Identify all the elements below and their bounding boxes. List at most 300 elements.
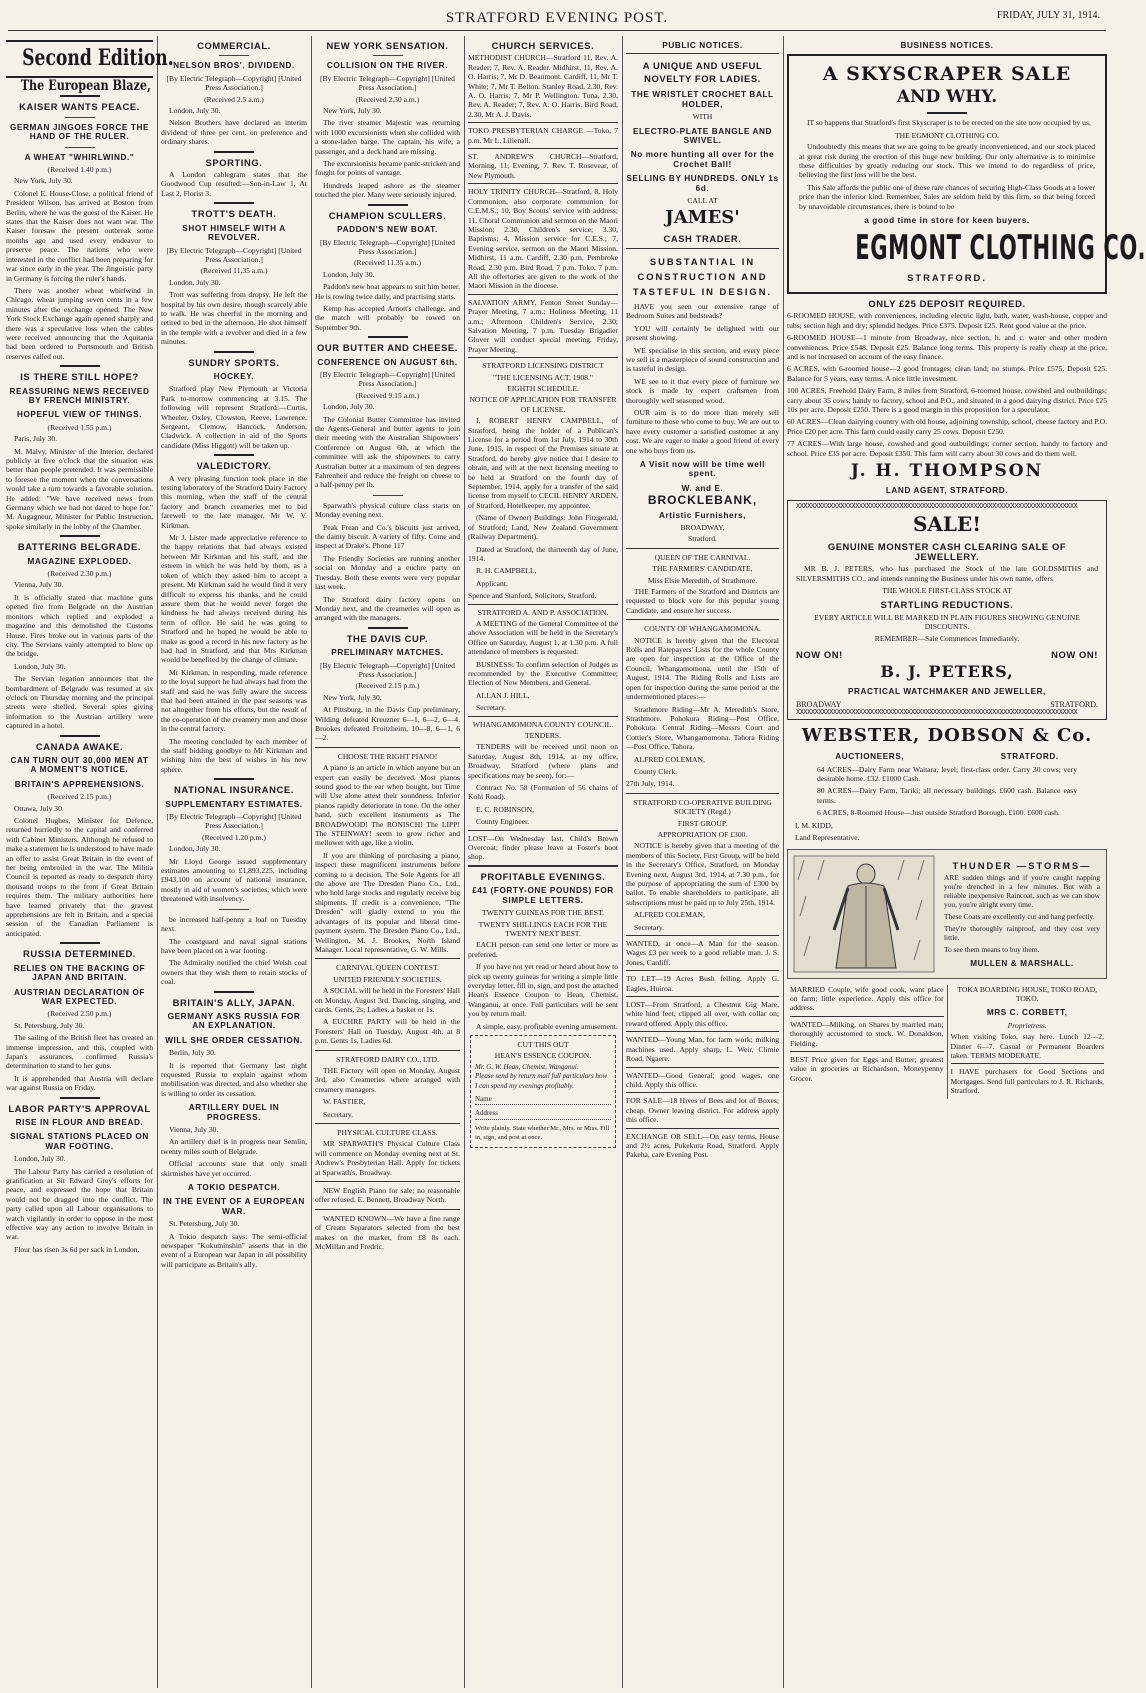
classified-ad: MARRIED Couple, wife good cook, want place on farm; little experience. Apply this office for address.	[790, 984, 944, 1013]
article-paragraph: Mr J. Lister made appreciative reference to the happy relations that had always existed between Mr Kirkman and his staff, and the esteem in which he was held by them, as a token of which they asked him to accept a present. Mr Kirkman said he would find it very difficult to express his thanks, and he could assure them that he would never forget the kindness he had always received during his term of office. He said he was going to Stratford and he hoped he would be able to make as good a record in his new factory as he had had in Stratford, and that Mrs Kirkman would be benefited by the change of climate.	[161, 533, 307, 665]
signature-role: Land Representative.	[795, 833, 860, 843]
article-paragraph: Flour has risen 3s 6d per sack in London.	[14, 1244, 140, 1254]
ad-rule	[626, 793, 779, 794]
ad-thunder-text	[944, 856, 1100, 971]
ad-paragraph: A piano is an article in which anyone but an expert can easily be deceived. Most pianos sound good to the ear when bought, but Time will Use alone attest their soundness. Inferior pianos rapidly deteriorate in tone. On the other hand, such excellent instruments as The BROADWOOD! The RONISCH! The LIPP! The STEINWAY! seem to grow richer and mellower with age, like a violin.	[315, 763, 460, 848]
aandp-title: STRATFORD A. AND P. ASSOCIATION.	[477, 607, 609, 617]
article-paragraph: Mr Kirkman, in responding, made reference to the loyal support he had always had from the staff and said he was fully aware the success that had been attained in the past seasons was not altogether from his efforts, but the result of the co-operation of the creamery men and those in the central factory.	[161, 667, 307, 734]
ad-unique-title: A UNIQUE AND USEFUL NOVELTY FOR LADIES.	[642, 60, 763, 85]
ad-paragraph: THE Factory will open on Monday, August 3rd, also Creameries where arranged with creamery managers.	[315, 1065, 460, 1094]
headline-russia: RUSSIA DETERMINED.	[22, 948, 137, 960]
coupon-name-label: Name	[475, 1095, 492, 1103]
subhead-paddon: PADDON'S NEW BOAT.	[337, 225, 438, 235]
subhead-canada: CAN TURN OUT 30,000 MEN AT A MOMENT'S NOTICE.	[10, 755, 149, 775]
eighth-schedule: EIGHTH SCHEDULE.	[507, 384, 579, 393]
ad-paragraph: HAVE you seen our extensive range of Bedroom Suites and bedsteads?	[626, 301, 779, 321]
article-paragraph: Nelson Brothers have declared an interim dividend of three per cent. on preference and ordinary shares.	[161, 118, 307, 147]
ad-rule	[315, 958, 460, 959]
headline-scullers: CHAMPION SCULLERS.	[328, 209, 447, 221]
ad-paragraph: Undoubtedly this means that we are going to be greatly inconvenienced, and our stock placed at great risk during the erection of this huge new building. Our only alternative is to minimise these difficulties by greatly reducing our stock. This we intend to do regardless of price, believing the first loss will be the best.	[799, 142, 1095, 180]
ad-rule	[468, 830, 618, 831]
property-listing: 6-ROOMED HOUSE, with conveniences, including electric light, bath, water, wash-house, copper and tubs; section high and dry; splendid hedges. Price £375. Deposit £25. Rent good value at the price.	[787, 311, 1107, 330]
dateline: London, July 30.	[169, 106, 221, 116]
subhead-preliminary: PRELIMINARY MATCHES.	[331, 648, 444, 658]
subhead-flour: RISE IN FLOUR AND BREAD.	[15, 1117, 144, 1127]
divider	[368, 204, 408, 206]
toko-proprietress: Proprietress.	[1007, 1020, 1047, 1030]
received-time: (Received 2.15 p.m.)	[47, 792, 112, 802]
property-listing: 64 ACRES—Dairy Farm near Waitara; level; first-class order. Carry 30 cows; very desirable home. £32. £1000 Cash.	[817, 764, 1077, 784]
dateline: Vienna, July 30.	[169, 1125, 219, 1134]
ad-paragraph: IT so happens that Stratford's first Skyscraper is to be erected on the site now occupied by us,	[807, 118, 1091, 128]
article-paragraph: Official accounts state that only small skirmishes have yet occurred.	[161, 1159, 307, 1178]
ad-sky-title: A SKYSCRAPER SALE	[822, 63, 1072, 86]
headline-church: CHURCH SERVICES.	[491, 40, 595, 51]
telegraph-credit: [By Electric Telegraph—Copyright] [United Press Association.]	[166, 73, 302, 93]
divider	[373, 495, 403, 496]
ad-rule	[626, 248, 779, 249]
ad-stratford: Stratford.	[688, 534, 717, 544]
ad-paragraph: ARE sudden things and if you're caught napping you're drenched in a few minutes. But with a reliable inexpensive Raincoat, such as we can show you, you're alright every time.	[944, 872, 1100, 909]
received-time: (Received 2.15 p.m.)	[355, 681, 420, 691]
subhead-german-jingoes: GERMAN JINGOES FORCE THE HAND OF THE RULER.	[9, 122, 150, 142]
signature-role: Secretary.	[634, 922, 665, 932]
telegraph-credit: [By Electric Telegraph—Copyright] [United Press Association.]	[166, 812, 302, 831]
classified-ad: EXCHANGE OR SELL—On easy terms, House and 2½ acres, Pukekura Road, Stratford. Apply Pakeha, care Evening Post.	[626, 1131, 779, 1160]
tenders-title: TENDERS.	[524, 731, 562, 740]
ad-call-at: CALL AT	[687, 196, 718, 206]
farmers-candidate-name: Miss Elsie Meredith, of Strathmore.	[647, 575, 758, 585]
headline-kaiser: KAISER WANTS PEACE.	[19, 101, 140, 113]
subhead-tokio: A TOKIO DESPATCH.	[187, 1183, 281, 1193]
signature: I. M. KIDD,	[795, 820, 833, 830]
ad-genuine: GENUINE MONSTER CASH CLEARING SALE OF JEWELLERY.	[827, 541, 1067, 562]
dateline: Ottawa, July 30.	[14, 803, 64, 813]
subhead-magazine: MAGAZINE EXPLODED.	[27, 556, 132, 566]
dateline: London, July 30.	[14, 661, 66, 671]
coupon-box[interactable]	[470, 1035, 616, 1148]
coupon-address-field[interactable]	[475, 1109, 611, 1119]
dateline: New York, July 30.	[323, 692, 382, 702]
property-listing: 6 ACRES, with 6-roomed house—2 good frontages; clean land; no stumps. Price £575. Deposit £25. Balance for 5 years, easy terms. A nice little investment.	[787, 364, 1107, 383]
telegraph-credit: [By Electric Telegraph—Copyright] [United Press Association.]	[320, 73, 455, 93]
divider	[65, 117, 95, 118]
column-divider	[311, 36, 312, 1688]
ad-paragraph: A EUCHRE PARTY will be held in the Foresters' Hall on Tuesday, August 4th, at 8 p.m. Gents 1s, Ladies 6d.	[315, 1017, 460, 1046]
transfer-notice: NOTICE OF APPLICATION FOR TRANSFER OF LICENSE.	[469, 395, 617, 414]
classified-ad: LOST—From Stratford, a Chestnut Gig Mare, white hind feet, clipped all over, with collar on; reward offered. Apply this office.	[626, 1000, 779, 1028]
signature: R. H. CAMPBELL,	[476, 566, 537, 576]
divider	[60, 365, 100, 367]
ad-rule	[626, 548, 779, 549]
raincoat-illustration-icon	[794, 856, 934, 972]
ad-james: JAMES'	[665, 207, 740, 229]
ad-paragraph: If you have not yet read or heard about how to pick up twenty guineas for writing a simple little everyday letter, fill in, sign, and post the attached Hean's Essence Coupon to Hean, Chemist, Wanganui, at once. Full particulars will be sent you by return mail.	[468, 962, 618, 1019]
ad-rule	[468, 294, 618, 295]
divider	[214, 991, 254, 993]
article-paragraph: Sparwath's physical culture class starts on Monday evening next.	[315, 500, 460, 520]
article-paragraph: Peak Frean and Co.'s biscuits just arrived, the dainty biscuit. A variety of fifty. Come and inspect at Drake's. Phone 117	[315, 522, 460, 551]
ad-paragraph: A simple, easy, profitable evening amusement.	[476, 1021, 618, 1031]
ad-thompson: J. H. THOMPSON	[850, 460, 1044, 481]
divider	[214, 454, 254, 456]
article-paragraph: It is apprehended that Austria will declare war against Russia on Friday.	[6, 1073, 153, 1093]
article-paragraph: A very pleasing function took place in the testing laboratory of the Stratford Dairy Factory this morning, when the staff of the central factory and branch creameries met to bid farewell to the late manager, Mr W. V. Kirkman.	[161, 473, 307, 530]
notice-date: 27th July, 1914.	[626, 779, 675, 789]
article-paragraph: Hundreds leaped ashore as the steamer touched the pier. Many were seriously injured.	[315, 180, 460, 200]
ad-shillings: TWENTY SHILLINGS EACH FOR THE TWENTY NEXT BEST.	[478, 919, 608, 938]
subhead-reassuring: REASSURING NEWS RECEIVED BY FRENCH MINISTRY.	[9, 386, 150, 405]
divider	[214, 778, 254, 780]
subhead-hockey: HOCKEY.	[213, 371, 255, 381]
ad-guineas: TWENTY GUINEAS FOR THE BEST.	[482, 908, 604, 918]
divider	[60, 95, 100, 97]
notice-paragraph: SALVATION ARMY, Fenton Street Sunday—Prayer Meeting, 7 a.m.; Holiness Meeting, 11 a.m.; Afternoon Children's Service, 2.30; Salvation Meeting, 7 p.m. Tuesday Brigadier Glover will conduct special meeting. Friday, Prayer Meeting.	[468, 297, 618, 354]
ad-paragraph: WANTED KNOWN—We have a fine range of Cream Separators selected from the best makes on the market, from £8 8s each. McMillan and Fredric.	[315, 1213, 460, 1252]
dateline: London, July 30.	[323, 269, 375, 279]
classified-ad: TO LET—19 Acres Bush felling. Apply G. Eagles, Huiroa.	[626, 974, 779, 993]
notice-paragraph: Strathmore Riding—Mr A. Meredith's Store, Strathmore. Pohokura Riding—Post Office, Pohokura. Central Riding—Messrs Court and Cottier's Store, Whangamomona. Tahora Riding—Post Office, Tahora.	[626, 704, 779, 752]
edition-box	[6, 40, 174, 78]
ad-paragraph: WE specialise in this section, and every piece we sell is a masterpiece of sound construction and is tasteful in design.	[626, 345, 779, 374]
divider	[60, 942, 100, 944]
ad-rule	[468, 716, 618, 717]
headline-european-blaze: The European Blaze,	[20, 78, 151, 94]
dateline: Berlin, July 30.	[169, 1048, 216, 1058]
ad-ufs-title: UNITED FRIENDLY SOCIETIES.	[333, 974, 442, 984]
ad-physical-title: PHYSICAL CULTURE CLASS.	[337, 1128, 438, 1137]
ad-cash-trader: CASH TRADER.	[663, 233, 742, 245]
received-time: (Received 2.30 p.m.)	[47, 569, 112, 579]
article-paragraph: The Stratford dairy factory opens on Monday next, and the creameries will open as arranged with the managers.	[315, 594, 460, 623]
headline-davis-cup: THE DAVIS CUP.	[346, 632, 429, 644]
ad-bangle: ELECTRO-PLATE BANGLE AND SWIVEL.	[632, 126, 773, 146]
column-divider	[622, 36, 623, 1688]
ad-rule	[790, 1016, 944, 1017]
notice-paragraph: Dated at Stratford, the thirteenth day of June, 1914.	[468, 544, 618, 563]
toko-corbett: MRS C. CORBETT,	[986, 1008, 1068, 1018]
ad-hunting: No more hunting all over for the Crochet Ball!	[630, 150, 775, 169]
ad-sky-why: AND WHY.	[896, 87, 998, 108]
ad-webster-sub	[787, 747, 1107, 764]
divider	[368, 627, 408, 629]
coop-title: STRATFORD CO-OPERATIVE BUILDING SOCIETY (Regd.)	[633, 797, 772, 817]
classified-grid	[787, 985, 1107, 1099]
subhead-relies: RELIES ON THE BACKING OF JAPAN AND BRITAIN.	[13, 963, 146, 983]
ad-dairy-title: STRATFORD DAIRY CO., LTD.	[336, 1054, 439, 1064]
article-paragraph: The Servian legation announces that the bombardment of Belgrade was resumed at six o'clock on Thursday morning and the principal streets were shelled. Several spies giving information to the Austrian artillery were captured in a hotel.	[6, 674, 153, 731]
article-paragraph: A London cablegram states that the Goodwood Cup resulted:—Son-in-Law 1, At Last 2, Florist 3.	[161, 170, 307, 198]
ad-we: W. and E.	[681, 483, 724, 493]
received-time: (Received 2.50 p.m.)	[47, 1009, 112, 1019]
subhead-hopeful: HOPEFUL VIEW OF THINGS.	[16, 410, 143, 420]
article-paragraph: A Tokio despatch says: The semi-official newspaper "Kokuminshin" asserts that in the event of a European war Japan in all possibility will participate as Britain's ally.	[161, 1231, 307, 1269]
ad-peters-sub: PRACTICAL WATCHMAKER AND JEWELLER,	[847, 687, 1047, 697]
received-time: (Received 2.5 a.m.)	[204, 94, 264, 104]
article-paragraph: An artillery duel is in progress near Semlin, twenty miles south of Belgrade.	[161, 1137, 307, 1156]
ad-carnival-title: CARNIVAL QUEEN CONTEST.	[335, 963, 439, 973]
ad-paragraph: A SOCIAL will be held in the Foresters' Hall on Monday, August 3rd. Dancing, singing, and cards. Gents, 2s; Ladies, a basket or 1s.	[315, 986, 460, 1014]
coupon-to: Mr. G. W. Hean, Chemist, Wanganui.	[475, 1062, 579, 1071]
classified-ad: I HAVE purchasers for Good Sections and Mortgages. Send full particulars to J. R. Richards, Stratford.	[950, 1067, 1104, 1096]
property-listing: 80 ACRES—Dairy Farm, Tariki; all necessary buildings. £600 cash. Balance easy terms.	[817, 786, 1077, 805]
edition-title: Second Edition.	[22, 45, 174, 71]
ad-remember: REMEMBER—Sale Commences Immediately.	[874, 633, 1020, 643]
dateline: Paris, July 30.	[14, 434, 58, 444]
article-paragraph: The Friendly Societies are running another social on Monday and a euchre party on Tuesday. Both these events were very popular last week.	[315, 553, 460, 592]
notice-paragraph: TOKO PRESBYTERIAN CHARGE —Toko, 7 p.m. Mr L. Lilienall.	[468, 126, 618, 145]
notice-paragraph: A MEETING of the General Committee of the above Association will be held in the Secretary's Office on Saturday, August 1, at 1.30 p.m. A full attendance of members is requested.	[468, 618, 618, 657]
telegraph-credit: [By Electric Telegraph—Copyright] [United Press Association.]	[320, 237, 455, 256]
article-paragraph: Colonel E. House-Close, a political friend of President Wilson, has arrived at Boston from Berlin, where he was the guest of the Kaiser. He states that the Kaiser does not want war. The Kaiser foresaw the present outbreak some months ago and used every endeavor to preserve peace. The nations who were interested in the conflict had been preparing for war since early in the year. The Jingoistic party in Germany is forcing the ruler's hands.	[6, 188, 153, 283]
notice-paragraph: (Name of Owner) Buildings: John Fitzgerald, of Stratford; Land, New Zealand Government (Railway Department).	[468, 513, 618, 542]
headline-ny-sensation: NEW YORK SENSATION.	[326, 40, 449, 51]
toko-boarding-title: TOKA BOARDING HOUSE, TOKO ROAD, TOKO.	[957, 984, 1098, 1003]
article-paragraph: be increased half-penny a loaf on Tuesday next.	[161, 914, 307, 934]
ad-egmont-co: THE EGMONT CLOTHING CO.	[894, 130, 1000, 140]
subhead-nelson: NELSON BROS'. DIVIDEND.	[173, 61, 295, 71]
ad-jewellery-sale	[787, 500, 1107, 720]
ad-with: WITH	[692, 112, 713, 122]
coupon-footer: Write plainly. State whether Mr., Mrs. or Miss. Fill in, sign, and post at once.	[475, 1124, 610, 1142]
classified-ad: WANTED—Milking, on Shares by married man; thoroughly accustomed to stock. W. Donaldson, Fielding.	[790, 1019, 944, 1048]
ad-rule	[626, 996, 779, 997]
ad-paragraph: NEW English Piano for sale; no reasonable offer refused. E. Bennett, Broadway North.	[315, 1186, 460, 1205]
section-public-notices: PUBLIC NOTICES.	[662, 41, 743, 50]
notice-paragraph: HOLY TRINITY CHURCH—Stratford, 8, Holy Communion, also corporate communion for C.E.M.S.; 10, Boy Scouts' service with address; 11, Choral Communion and sermon on the Maori Mission; 2.30, Children's service; 3.30, Baptisms; 4, Mission service for C.E.S.; 7, Evening service, sermon on the Maori Mission. Midhirst, 11 a.m. Cardiff, 2.30 p.m. Pembroke Road, 2.30 p.m. Bird Road, 7 p.m. Toko, 7 p.m. All the offertories are given to the work of the Maori Mission in the diocese.	[468, 187, 618, 291]
ad-wristlet: THE WRISTLET CROCHET BALL HOLDER,	[631, 90, 774, 109]
received-time: (Received 11.35 a.m.)	[200, 266, 268, 276]
headline-trott: TROTT'S DEATH.	[191, 208, 277, 220]
subhead-signal: SIGNAL STATIONS PLACED ON WAR FOOTING.	[10, 1132, 149, 1151]
article-paragraph: Paddon's new boat appears to suit him better. He is rowing twice daily, and practising starts.	[315, 282, 460, 301]
article-paragraph: Colonel Hughes, Minister for Defence, returned hurriedly to the capital and conferred with Cabinet Ministers. Although he refused to make a statement he is understood to have made an offer to assist Great Britain in the event of her being embroiled in the war. The Militia Council is reported as ready to despatch thirty thousand troops to the front if Great Britain requires them. The military authorities here have learned privately that the gravest apprehensions are felt in Britain, and a special session of the Canadian Parliament is anticipated.	[6, 816, 153, 938]
divider	[219, 55, 249, 56]
headline-valedictory: VALEDICTORY.	[196, 460, 272, 472]
ad-thunderstorms	[787, 849, 1107, 979]
subhead-supplementary: SUPPLEMENTARY ESTIMATES.	[165, 799, 303, 809]
dateline: London, July 30.	[169, 844, 221, 854]
article-paragraph: At Pittsburg, in the Davis Cup preliminary, Wilding defeated Kreuzner 6—1, 6—2, 6—4. Brookes defeated Froitzheim, 10—8, 6—1, 6—2.	[315, 705, 460, 743]
headline-national-insurance: NATIONAL INSURANCE.	[174, 784, 294, 796]
headline-labor: LABOR PARTY'S APPROVAL	[8, 1102, 151, 1114]
column-4	[468, 36, 618, 1688]
notice-paragraph: NOTICE is hereby given that the Electoral Rolls and Ratepayers' Lists for the whole County are open for inspection at the Office of the Council, Whangamomona, until the 15th of August, 1914. The Riding Rolls and Lists are open for inspection during the same period at the undermentioned places:—	[626, 635, 779, 702]
whanga-council-title: WHANGAMOMONA COUNTY COUNCIL.	[472, 719, 614, 729]
column-divider	[464, 36, 465, 1688]
divider	[373, 55, 403, 56]
headline-butter-cheese: OUR BUTTER AND CHEESE.	[317, 342, 458, 354]
ad-rule	[315, 1209, 460, 1210]
subhead-collision: COLLISION ON THE RIVER.	[326, 61, 449, 71]
farmers-candidate: THE FARMERS' CANDIDATE,	[652, 564, 753, 574]
column-6	[787, 36, 1146, 1688]
dateline: Vienna, July 30.	[14, 580, 64, 590]
signature-role: County Engineer.	[476, 817, 530, 827]
signature-role: Secretary.	[323, 1109, 354, 1119]
classified-ad: WANTED—Good General; good wages, one child. Apply this office.	[626, 1070, 779, 1089]
carnival-queen-title: QUEEN OF THE CARNIVAL.	[654, 552, 751, 562]
divider	[368, 336, 408, 338]
received-time: (Received 1.55 p.m.)	[47, 422, 112, 432]
property-listing: 77 ACRES—With large house, cowshed and good outbuildings; corner section, handy to factory and school. Price £35 per acre. Deposit £350. This farm will carry about 30 cows and do them well.	[787, 439, 1107, 458]
ad-rule	[468, 357, 618, 358]
classified-ad: WANTED—Young Man, for farm work; milking machines used. Apply sharp, L. Weir, Climie Road, Ngaere.	[626, 1035, 779, 1064]
dateline: St. Petersburg, July 30.	[169, 1219, 240, 1229]
ad-whole-stock: THE WHOLE FIRST-CLASS STOCK AT	[882, 586, 1012, 595]
property-listing: 100 ACRES, Freehold Dairy Farm, 8 miles from Stratford, 6-roomed house, cowshed and outbuildings; carry about 35 cows; handy to factory, school and P.O., and situated in a good dairying district. Price £25 10s per acre. Deposit £250. There is a good margin in this proposition for a speculator.	[787, 386, 1107, 414]
article-paragraph: Stratford play New Plymouth at Victoria Park to-morrow commencing at 3.15. The following will represent Stratford:—Curtis, Wheeler, Oxley, Clowston, Reeve, Lawrence, Sergeant, Clemow, Hancock, Anderson, Cladwick. A collection in aid of the Sports candidate (Miss Higgott) will be taken up.	[161, 384, 307, 450]
signature-role: County Clerk.	[634, 766, 678, 776]
dateline: New York, July 30.	[323, 106, 382, 116]
ad-deposit-title: ONLY £25 DEPOSIT REQUIRED.	[868, 297, 1026, 309]
divider	[214, 202, 254, 204]
ad-good-time: a good time in store for keen buyers.	[864, 216, 1030, 226]
article-paragraph: M. Malvy, Minister of the Interior, declared publicly at five o'clock that the situation was better than people pretended. It was permissible to foresee the moment when the conversations would take a turn towards a favorable solution. He added: "We have received news from Germany which we had not dared to hope for." M. Augagneur, Minister for Public Instruction, spoke similarly in the lobby of the Chamber.	[6, 446, 153, 531]
subhead-event: IN THE EVENT OF A EUROPEAN WAR.	[163, 1197, 305, 1216]
telegraph-credit: [By Electric Telegraph—Copyright] [United Press Association.]	[320, 660, 455, 679]
ad-startling: STARTLING REDUCTIONS.	[880, 599, 1014, 611]
ad-rule	[626, 619, 779, 620]
column-2	[161, 36, 307, 1688]
property-listing: 6-ROOMED HOUSE—1 minute from Broadway, nice section, h. and c. water and other modern conveniences. Price £548. Deposit £25. Balance long terms. This property is really cheap at the price, and is not increased on account of the easy finance.	[787, 333, 1107, 361]
received-time: (Received 9.15 a.m.)	[355, 390, 420, 400]
ad-rule	[626, 935, 779, 936]
ad-now-on-left: NOW ON!	[796, 649, 843, 661]
notice-paragraph: BUSINESS: To confirm selection of Judges as recommended by the Executive Committee; Election of New Members, and General.	[468, 659, 618, 688]
article-paragraph: It is officially stated that machine guns opened fire from Belgrade on the Austrian monitors which replied and exploded a magazine and this demolished the Customs House. Fires broke out in various parts of the city. The Servians vainly attempted to blow up the bridge.	[6, 592, 153, 659]
coupon-address-label: Address	[475, 1109, 498, 1118]
ad-rule	[315, 747, 460, 748]
dateline: London, July 30.	[14, 1154, 66, 1164]
notice-paragraph: I, ROBERT HENRY CAMPBELL, of Stratford, being the holder of a Publican's License for a period from 1st July, 1914 to 30th June, 1915, in respect of the Premises situate at Stratford, do hereby give notice that I desire to obtain, and will at the next licensing meeting to be held at Stratford on the fourth day of September, 1914, apply for a transfer of the said license from myself to CECIL HENRY ARDEN, of Stratford, Hotelkeeper, my appointee.	[468, 416, 618, 510]
received-time: (Received 11.35 a.m.)	[354, 258, 421, 268]
ad-egmont-town: STRATFORD.	[907, 272, 987, 284]
headline-sporting: SPORTING.	[205, 156, 263, 168]
article-paragraph: The Admiralty notified the chief Welsh coal owners that they wish them to retain stocks of coal.	[161, 958, 307, 987]
licensing-title: STRATFORD LICENSING DISTRICT	[482, 361, 604, 371]
licensing-act: "THE LICENSING ACT, 1908."	[493, 372, 593, 382]
solicitors: Spence and Stanford, Solicitors, Stratford.	[468, 591, 597, 601]
headline-commercial: COMMERCIAL.	[197, 40, 271, 51]
ad-mullen: MULLEN & MARSHALL.	[970, 958, 1074, 968]
classified-ad: When visiting Toko, stay here. Lunch 12—2, Dinner 6—7. Casual or Permanent Boarders taken. TERMS MODERATE.	[950, 1032, 1104, 1060]
ad-thunder-title: THUNDER —STORMS—	[952, 859, 1092, 871]
telegraph-credit: [By Electric Telegraph—Copyright] [United Press Association.]	[166, 245, 302, 264]
ad-paragraph: YOU will certainly be delighted with our present showing.	[626, 323, 779, 343]
ad-paragraph: They're thoroughly rainproof, and they cost very little.	[944, 923, 1100, 942]
coupon-name-field[interactable]	[475, 1095, 611, 1105]
article-paragraph: It is reported that Germany last night requested Russia to explain against whom mobilisation was directed, and also whether she is willing to order its cessation.	[161, 1060, 307, 1098]
divider	[60, 735, 100, 737]
divider	[219, 909, 249, 910]
ad-paragraph: OUR aim is to do more than merely sell furniture to those who come to buy. We are out to have every customer a satisfied customer at any cost. We are eager to make a good friend of every one who buys from us.	[626, 407, 779, 455]
ad-profitable-sub: £41 (FORTY-ONE POUNDS) FOR SIMPLE LETTERS.	[472, 886, 614, 905]
dateline: St. Petersburg, July 30.	[14, 1020, 85, 1030]
subhead-wheat-whirlwind: A WHEAT "WHIRLWIND."	[24, 152, 135, 162]
ad-rule	[626, 970, 779, 971]
ad-peters-addr1: BROADWAY	[796, 699, 842, 709]
coupon-body: Please send by return mail full particulars how I can spend my evenings profitably.	[475, 1072, 608, 1090]
headline-still-hope: IS THERE STILL HOPE?	[20, 371, 139, 383]
ad-rule	[315, 1123, 460, 1124]
headline-belgrade: BATTERING BELGRADE.	[17, 541, 142, 553]
article-paragraph: Kemp has accepted Arnott's challenge, and the match will probably be rowed on September 9th.	[315, 303, 460, 332]
received-time: (Received 1.40 p.m.)	[47, 165, 112, 175]
ad-rule	[468, 122, 618, 123]
ad-every-article: EVERY ARTICLE WILL BE MARKED IN PLAIN FIGURES SHOWING GENUINE DISCOUNTS.	[814, 612, 1080, 632]
ad-webster: WEBSTER, DOBSON & Co.	[801, 725, 1093, 747]
ad-rule	[468, 604, 618, 605]
article-paragraph: The Colonial Butter Committee has invited the Agents-General and butter agents to join their meeting with the Australian Shipowners' Conference on August 6th, at which the committee will ask the shipowners to carry Australian butter at a maximum of ten degrees Fahrenheit and reduce the freight on cheese to a half-penny per lb.	[315, 414, 460, 490]
dateline: New York, July 30.	[14, 176, 73, 186]
classified-ad: BEST Price given for Eggs and Butter; greatest value in groceries at Richardson, Moneypenny Grocer.	[790, 1054, 944, 1083]
ad-rule	[626, 1128, 779, 1129]
masthead	[0, 0, 1114, 34]
notice-paragraph: Contract No. 58 (Formation of 56 chains of Kohi Road).	[468, 783, 618, 802]
masthead-rule	[8, 30, 1106, 31]
divider	[65, 147, 95, 148]
ad-paragraph: These Coats are excellently cut and hang perfectly.	[944, 911, 1095, 921]
ad-now-on-row	[796, 645, 1098, 662]
ad-rule	[626, 1092, 779, 1093]
column-1	[6, 36, 174, 1688]
ad-rule	[315, 1181, 460, 1182]
ad-now-on-right: NOW ON!	[1051, 649, 1098, 661]
masthead-date: FRIDAY, JULY 31, 1914.	[996, 10, 1100, 21]
ad-profitable-title: PROFITABLE EVENINGS.	[480, 870, 606, 882]
ad-thompson-sub: LAND AGENT, STRATFORD.	[885, 485, 1009, 495]
signature: ALFRED COLEMAN,	[634, 754, 705, 764]
classified-ad: WANTED, at once—A Man for the season. Wages £3 per week to a good reliable man. J. S. Jones, Cardiff.	[626, 939, 779, 967]
dateline: London, July 30.	[169, 277, 221, 287]
border-pattern: XXXXXXXXXXXXXXXXXXXXXXXXXXXXXXXXXXXXXXXXXXXXXXXXXXXXXXXXXXXXXXXXXXXXXXXXXXXX	[796, 503, 1078, 512]
ad-rule	[790, 1051, 944, 1052]
ad-paragraph: WE see to it that every piece of furniture we stock is made by expert craftsmen from thoroughly well seasoned wood.	[626, 376, 779, 405]
classified-ad: FOR SALE—18 Hives of Bees and lot of Boxes; cheap. Owner leaving district. For address apply this office.	[626, 1096, 779, 1125]
county-title: COUNTY OF WHANGAMOMONA.	[644, 624, 761, 634]
ad-peters-addr2: STRATFORD.	[1050, 699, 1098, 709]
ad-paragraph: MR SPARWATH'S Physical Culture Class will commence on Monday evening next at St. Andrew's Presbyterian Hall. Apply for tickets at Sparwath's, Broadway.	[315, 1139, 460, 1177]
column-divider	[157, 36, 158, 1688]
received-time: (Received 2.30 a.m.)	[355, 94, 420, 104]
divider	[60, 535, 100, 537]
ad-paragraph: If you are thinking of purchasing a piano, inspect these magnificent instruments before coming to a decision. The Sole Agents for all the above are The Dresden Piano Co., Ltd., who hold large stocks and regularly receive big shipments. If credit is a convenience, "The Dresden" will gladly extend to you the advantages of its popular and liberal time-payment system. The Dresden Piano Co., Ltd., Wellington, M. J. Brookes, North Island Manager. Local representative, G. W. Mills.	[315, 850, 460, 954]
coop-appropriation: APPROPRIATION OF £300.	[657, 829, 748, 839]
notice-paragraph: TENDERS will be received until noon on Saturday, August 8th, 1914, at my office, Broadway, Stratford (where plans and specifications may be seen), for:—	[468, 742, 618, 780]
article-paragraph: The Labour Party has carried a resolution of gratification at Sir Edward Grey's efforts for peace, and expressed the hope that Britain would not be dragged into the conflict. The party called upon all Labour organisations to watch vigilantly in order to oppose in the most effective way any action to involve Britain in war.	[6, 1166, 153, 1242]
article-paragraph: There was another wheat whirlwind in Chicago, wheat jumping seven cents in a few minutes after the exchange opened. The New York Stock Exchange again opened sharply and there was a speculative loss when the cables were received announcing that the Aquitania had been ordered to Portsmouth and British reserves called out.	[6, 285, 153, 361]
divider	[927, 112, 967, 114]
article-paragraph: The river steamer Majestic was returning with 1000 excursionists when she collided with a stone-laden barge. The captain, his wife, a passenger, and a deck hand are missing.	[315, 118, 460, 156]
ad-egmont-logo: EGMONT CLOTHING CO.	[855, 228, 1146, 269]
signature: E. C. ROBINSON,	[476, 804, 535, 814]
coupon-cut: CUT THIS OUT	[517, 1039, 569, 1049]
telegraph-credit: [By Electric Telegraph—Copyright] [United Press Association.]	[320, 369, 455, 389]
subhead-britain: BRITAIN'S APPREHENSIONS.	[14, 779, 145, 789]
received-time: (Received 1.20 p.m.)	[202, 832, 266, 842]
ad-rule	[315, 1050, 460, 1051]
ad-rule	[626, 1031, 779, 1032]
dateline: London, July 30.	[323, 402, 375, 412]
ad-rule	[626, 1067, 779, 1068]
signature-role: Applicant.	[476, 578, 508, 588]
subhead-conference: CONFERENCE ON AUGUST 6th.	[317, 357, 458, 367]
property-listing: 6 ACRES, 8-Roomed House—Just outside Stratford Borough. £100. £600 cash.	[817, 808, 1060, 818]
notice-paragraph: THE Farmers of the Stratford and Districts are requested to block vote for this popular young Candidate, and ensure her success.	[626, 587, 779, 615]
article-paragraph: The sailing of the British fleet has created an immense impression, and this, coupled with Japan's assurances, confirmed Russia's determination to stand to her guns.	[6, 1033, 153, 1071]
subhead-artillery: ARTILLERY DUEL IN PROGRESS.	[188, 1103, 280, 1122]
